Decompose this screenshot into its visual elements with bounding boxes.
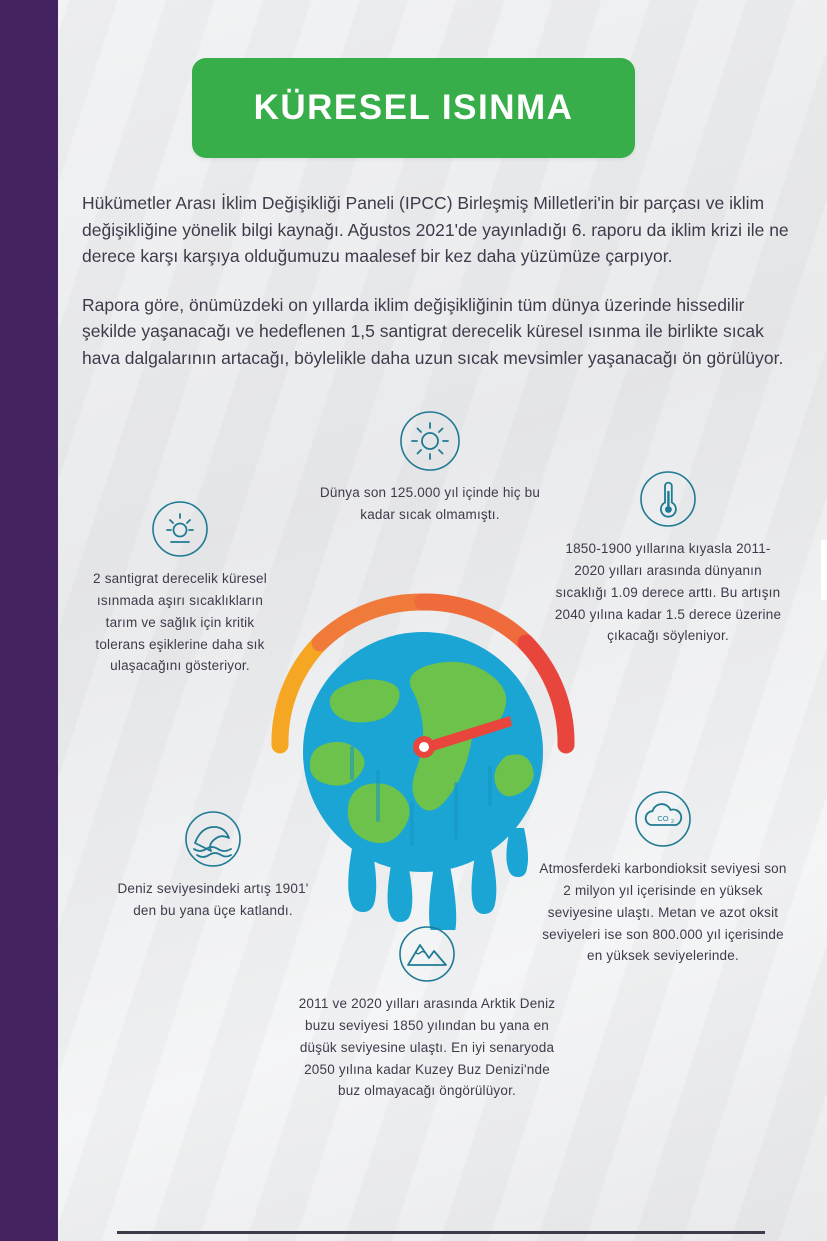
svg-text:CO: CO bbox=[657, 814, 669, 823]
fact-arctic-ice bbox=[296, 925, 558, 1102]
right-edge-marker bbox=[821, 540, 827, 600]
fact-co2-level bbox=[538, 790, 788, 967]
page-title-banner bbox=[192, 58, 635, 158]
fact-text: Atmosferdeki karbondioksit seviyesi son 2 milyon yıl içerisinde en yüksek seviyesine ulaştı. Metan ve azot oksit seviyeleri ise son 800.000 yıl içerisinde en yüksek seviyelerinde. bbox=[539, 861, 787, 964]
co2-cloud-icon bbox=[538, 790, 788, 848]
svg-text:2: 2 bbox=[671, 819, 674, 825]
page-title: KÜRESEL ISINMA bbox=[253, 88, 574, 127]
fact-temperature-rise bbox=[552, 470, 784, 647]
fact-sea-level bbox=[104, 810, 322, 922]
mountain-icon bbox=[296, 925, 558, 983]
fact-text: Deniz seviyesindeki artış 1901' den bu yana üçe katlandı. bbox=[117, 881, 309, 918]
wave-icon bbox=[104, 810, 322, 868]
fact-two-degrees bbox=[80, 500, 280, 677]
left-purple-bar bbox=[0, 0, 58, 1241]
fact-text: 2 santigrat derecelik küresel ısınmada aşırı sıcaklıkların tarım ve sağlık için kritik tolerans eşiklerine daha sık ulaşacağını gösteriyor. bbox=[93, 571, 267, 674]
intro-paragraph-1: Hükümetler Arası İklim Değişikliği Paneli (IPCC) Birleşmiş Milletleri'in bir parçası ve iklim değişikliğine yönelik bilgi kaynağı. Ağustos 2021'de yayınladığı 6. raporu da iklim krizi ile ne derece karşı karşıya olduğumuzu maalesef bir kez daha yüzümüze çarpıyor. bbox=[82, 193, 789, 267]
intro-paragraph-2: Rapora göre, önümüzdeki on yıllarda iklim değişikliğinin tüm dünya üzerinde hissedilir şekilde yaşanacağı ve hedeflenen 1,5 santigrat derecelik küresel ısınma ile birlikte sıcak hava dalgalarının artacağı, böylelikle daha uzun sıcak mevsimler yaşanacağı ön görülüyor. bbox=[82, 294, 784, 368]
fact-text: 1850-1900 yıllarına kıyasla 2011-2020 yılları arasında dünyanın sıcaklığı 1.09 derece arttı. Bu artışın 2040 yılına kadar 1.5 derece üzerine çıkacağı söyleniyor. bbox=[554, 541, 782, 644]
fact-text: Dünya son 125.000 yıl içinde hiç bu kadar sıcak olmamıştı. bbox=[319, 485, 541, 522]
fact-sun-heat bbox=[318, 410, 542, 526]
sun-icon bbox=[318, 410, 542, 472]
page-content bbox=[58, 0, 827, 1241]
bottom-divider bbox=[117, 1231, 765, 1234]
intro-text-block bbox=[82, 190, 794, 394]
fact-text: 2011 ve 2020 yılları arasında Arktik Deniz buzu seviyesi 1850 yılından bu yana en düşük seviyesine ulaştı. En iyi senaryoda 2050 yılına kadar Kuzey Buz Denizi'nde buz olmayacağı öngörülüyor. bbox=[298, 996, 556, 1099]
small-sun-icon bbox=[80, 500, 280, 558]
thermometer-icon bbox=[552, 470, 784, 528]
